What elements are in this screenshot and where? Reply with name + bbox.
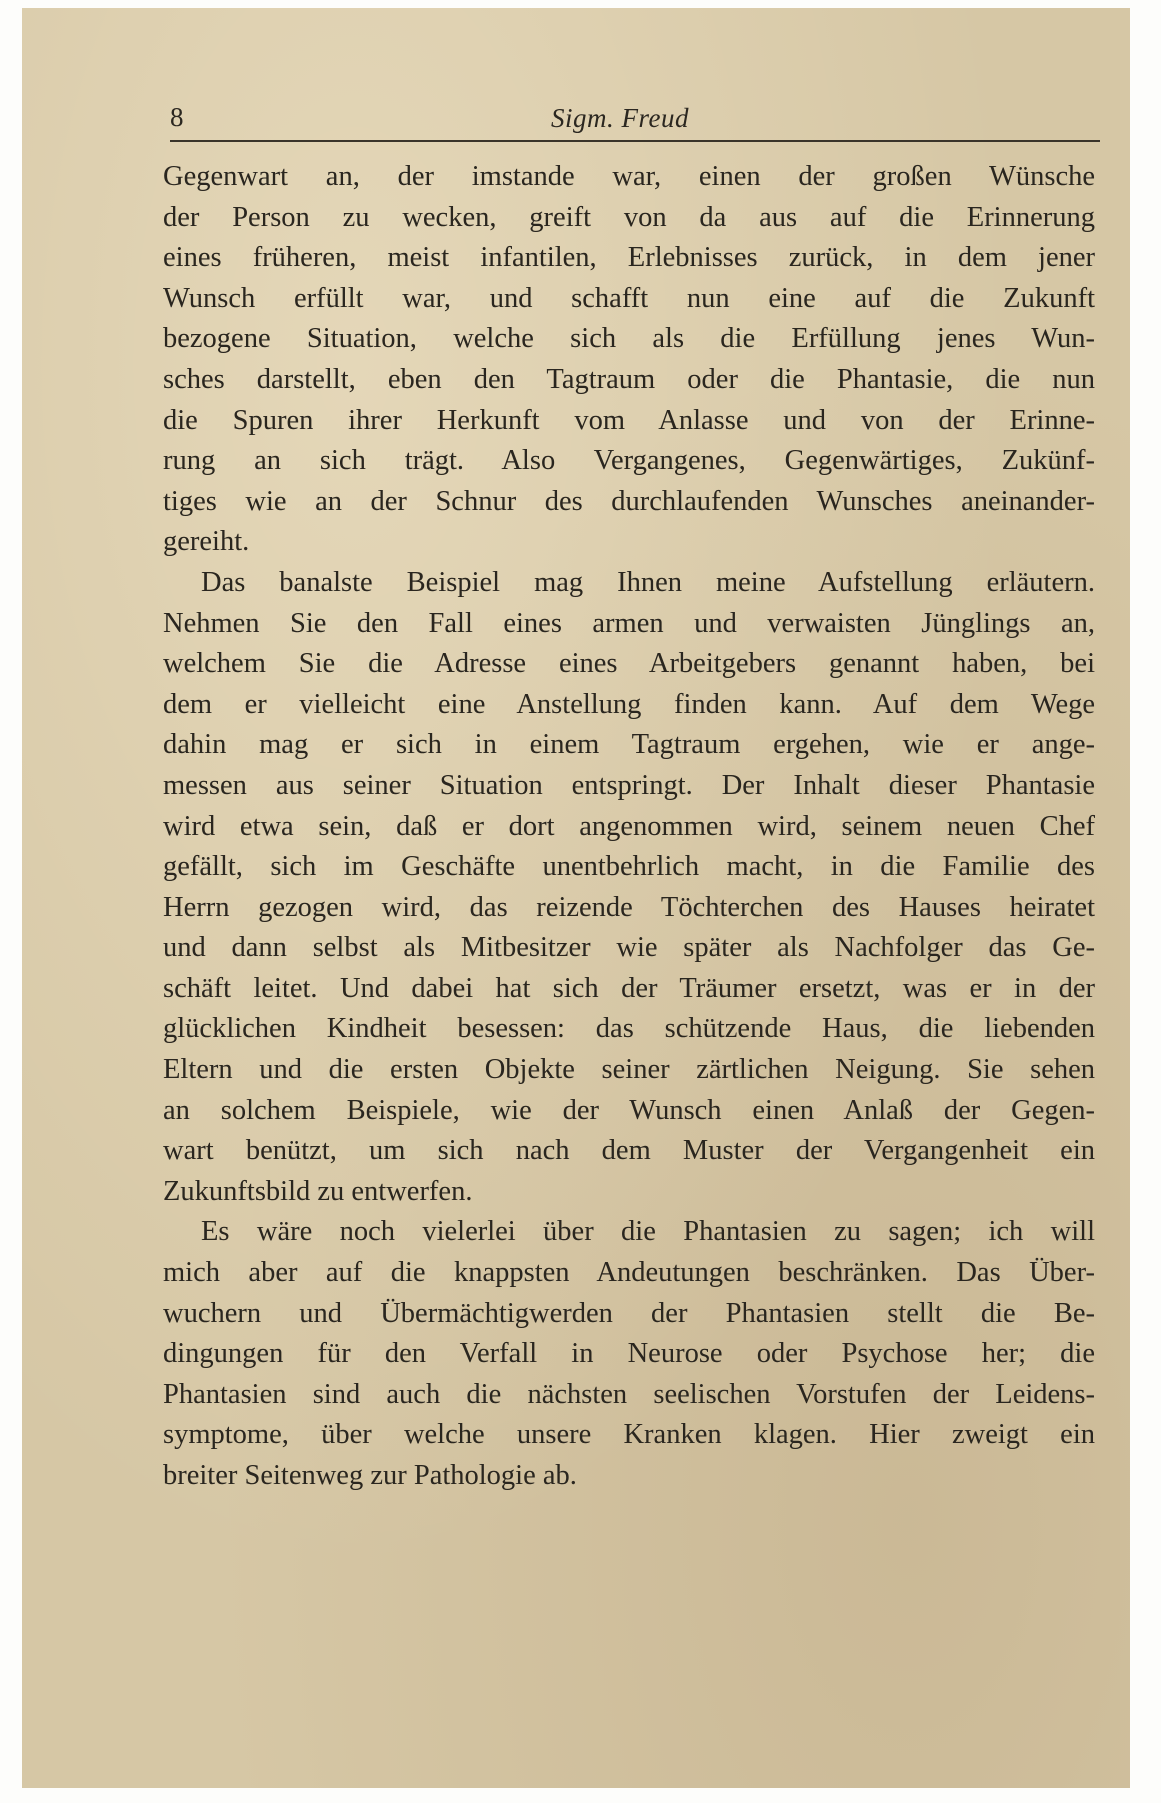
text-line: wird etwa sein, daß er dort angenommen wird, seinem neuen Chef [163,810,1095,842]
paragraph [163,563,1095,1213]
text-line: wart benützt, um sich nach dem Muster der Vergangenheit ein [163,1135,1095,1167]
text-line: Gegenwart an, der imstande war, einen der großen Wünsche [163,161,1095,192]
paragraph [163,1212,1095,1496]
text-line: und dann selbst als Mitbesitzer wie später als Nachfolger das Ge- [163,932,1095,964]
text-line: Nehmen Sie den Fall eines armen und verwaisten Jünglings an, [163,607,1095,639]
running-head [170,102,1100,136]
header-rule [170,140,1100,142]
text-line: wuchern und Übermächtigwerden der Phantasien stellt die Be- [163,1297,1095,1329]
text-line: Zukunftsbild zu entwerfen. [163,1175,473,1207]
text-line: welchem Sie die Adresse eines Arbeitgebers genannt haben, bei [163,648,1095,680]
text-line: tiges wie an der Schnur des durchlaufenden Wunsches aneinander- [163,485,1095,517]
body-text [163,157,1095,1497]
text-line: mich aber auf die knappsten Andeutungen beschränken. Das Über- [163,1257,1095,1289]
text-line: sches darstellt, eben den Tagtraum oder die Phantasie, die nun [163,363,1095,395]
text-line: Eltern und die ersten Objekte seiner zärtlichen Neigung. Sie sehen [163,1054,1095,1086]
text-line: glücklichen Kindheit besessen: das schützende Haus, die liebenden [163,1013,1095,1045]
text-line: dahin mag er sich in einem Tagtraum ergehen, wie er ange- [163,729,1095,761]
text-line: breiter Seitenweg zur Pathologie ab. [163,1460,577,1491]
text-line: an solchem Beispiele, wie der Wunsch einen Anlaß der Gegen- [163,1094,1095,1126]
text-line: gefällt, sich im Geschäfte unentbehrlich macht, in die Familie des [163,851,1095,883]
text-line: symptome, über welche unsere Kranken klagen. Hier zweigt ein [163,1419,1095,1451]
text-line: messen aus seiner Situation entspringt. Der Inhalt dieser Phantasie [163,769,1095,801]
text-line: die Spuren ihrer Herkunft vom Anlasse und von der Erinne- [163,404,1095,436]
text-line: Es wäre noch vielerlei über die Phantasien zu sagen; ich will [201,1216,1095,1248]
text-line: dingungen für den Verfall in Neurose oder Psychose her; die [163,1338,1095,1370]
paragraph [163,157,1095,563]
text-line: bezogene Situation, welche sich als die Erfüllung jenes Wun- [163,323,1095,355]
text-line: dem er vielleicht eine Anstellung finden kann. Auf dem Wege [163,688,1095,720]
text-line: der Person zu wecken, greift von da aus auf die Erinnerung [163,201,1095,233]
text-line: Wunsch erfüllt war, und schafft nun eine auf die Zukunft [163,282,1095,314]
text-line: Herrn gezogen wird, das reizende Töchterchen des Hauses heiratet [163,891,1095,923]
text-line: eines früheren, meist infantilen, Erlebnisses zurück, in dem jener [163,242,1095,274]
page-number: 8 [170,102,184,132]
text-line: rung an sich trägt. Also Vergangenes, Gegenwärtiges, Zukünf- [163,445,1095,477]
text-line: schäft leitet. Und dabei hat sich der Träumer ersetzt, was er in der [163,972,1095,1004]
running-title: Sigm. Freud [551,103,689,133]
text-line: gereiht. [163,526,250,558]
text-line: Phantasien sind auch die nächsten seelischen Vorstufen der Leidens- [163,1378,1095,1410]
text-line: Das banalste Beispiel mag Ihnen meine Aufstellung erläutern. [201,566,1095,598]
